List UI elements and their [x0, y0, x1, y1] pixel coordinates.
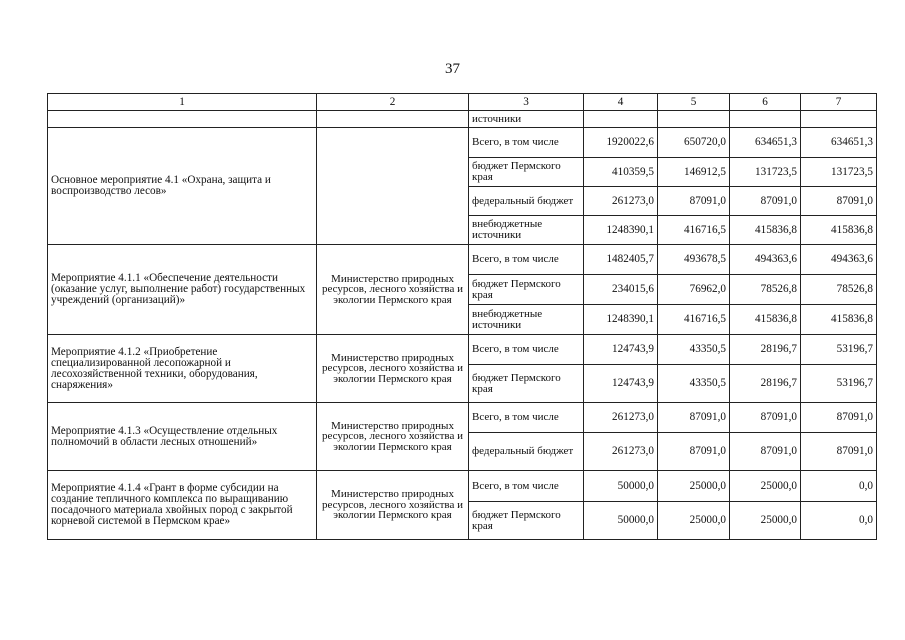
value-cell: 415836,8	[801, 216, 877, 245]
table-row	[48, 245, 877, 275]
table-row	[48, 471, 877, 502]
executor-cell: Министерство природных ресурсов, лесного хозяйства и экологии Пермского края	[317, 245, 469, 335]
column-header: 3	[469, 94, 584, 111]
value-cell: 50000,0	[584, 502, 658, 540]
activity-cell	[48, 111, 317, 128]
table-row	[48, 403, 877, 433]
budget-table	[47, 93, 877, 540]
activity-cell: Мероприятие 4.1.1 «Обеспечение деятельности (оказание услуг, выполнение работ) государственных учреждений (организаций)»	[48, 245, 317, 335]
value-cell: 1920022,6	[584, 128, 658, 158]
column-header: 4	[584, 94, 658, 111]
value-cell: 124743,9	[584, 335, 658, 365]
source-cell: Всего, в том числе	[469, 128, 584, 158]
activity-cell: Мероприятие 4.1.4 «Грант в форме субсидии на создание тепличного комплекса по выращиванию посадочного материала хвойных пород с закрытой корневой системой в Пермском крае»	[48, 471, 317, 540]
source-cell: федеральный бюджет	[469, 433, 584, 471]
table-row	[48, 335, 877, 365]
value-cell: 87091,0	[730, 403, 801, 433]
value-cell: 261273,0	[584, 187, 658, 216]
value-cell: 87091,0	[730, 187, 801, 216]
source-cell: внебюджетные источники	[469, 305, 584, 335]
source-cell: федеральный бюджет	[469, 187, 584, 216]
value-cell	[730, 111, 801, 128]
source-cell: внебюджетные источники	[469, 216, 584, 245]
value-cell	[801, 111, 877, 128]
page-number: 37	[445, 61, 460, 77]
value-cell: 410359,5	[584, 158, 658, 187]
value-cell: 0,0	[801, 502, 877, 540]
value-cell: 234015,6	[584, 275, 658, 305]
value-cell: 494363,6	[730, 245, 801, 275]
value-cell: 146912,5	[658, 158, 730, 187]
value-cell: 76962,0	[658, 275, 730, 305]
source-cell: бюджет Пермского края	[469, 158, 584, 187]
column-header: 6	[730, 94, 801, 111]
executor-cell: Министерство природных ресурсов, лесного хозяйства и экологии Пермского края	[317, 471, 469, 540]
column-header: 5	[658, 94, 730, 111]
value-cell: 416716,5	[658, 305, 730, 335]
value-cell: 87091,0	[658, 403, 730, 433]
value-cell: 261273,0	[584, 433, 658, 471]
value-cell: 261273,0	[584, 403, 658, 433]
activity-cell: Мероприятие 4.1.2 «Приобретение специализированной лесопожарной и лесохозяйственной техники, оборудования, снаряжения»	[48, 335, 317, 403]
value-cell: 415836,8	[730, 216, 801, 245]
value-cell: 131723,5	[801, 158, 877, 187]
value-cell: 87091,0	[730, 433, 801, 471]
value-cell: 87091,0	[801, 403, 877, 433]
value-cell: 1248390,1	[584, 305, 658, 335]
value-cell: 50000,0	[584, 471, 658, 502]
value-cell: 494363,6	[801, 245, 877, 275]
value-cell: 0,0	[801, 471, 877, 502]
value-cell: 28196,7	[730, 335, 801, 365]
activity-cell: Основное мероприятие 4.1 «Охрана, защита и воспроизводство лесов»	[48, 128, 317, 245]
value-cell	[658, 111, 730, 128]
value-cell: 43350,5	[658, 365, 730, 403]
value-cell: 634651,3	[730, 128, 801, 158]
value-cell: 87091,0	[658, 433, 730, 471]
source-cell: Всего, в том числе	[469, 403, 584, 433]
value-cell: 28196,7	[730, 365, 801, 403]
value-cell: 415836,8	[801, 305, 877, 335]
value-cell: 43350,5	[658, 335, 730, 365]
source-cell: бюджет Пермского края	[469, 502, 584, 540]
source-cell: бюджет Пермского края	[469, 275, 584, 305]
value-cell: 493678,5	[658, 245, 730, 275]
source-cell: Всего, в том числе	[469, 335, 584, 365]
source-cell: бюджет Пермского края	[469, 365, 584, 403]
activity-cell: Мероприятие 4.1.3 «Осуществление отдельных полномочий в области лесных отношений»	[48, 403, 317, 471]
value-cell	[584, 111, 658, 128]
value-cell: 416716,5	[658, 216, 730, 245]
value-cell: 25000,0	[730, 502, 801, 540]
value-cell: 25000,0	[730, 471, 801, 502]
value-cell: 131723,5	[730, 158, 801, 187]
value-cell: 1248390,1	[584, 216, 658, 245]
value-cell: 87091,0	[658, 187, 730, 216]
value-cell: 634651,3	[801, 128, 877, 158]
column-header: 7	[801, 94, 877, 111]
continuation-row	[48, 111, 877, 128]
value-cell: 87091,0	[801, 187, 877, 216]
column-header: 2	[317, 94, 469, 111]
value-cell: 53196,7	[801, 335, 877, 365]
source-cell: Всего, в том числе	[469, 245, 584, 275]
executor-cell: Министерство природных ресурсов, лесного хозяйства и экологии Пермского края	[317, 335, 469, 403]
value-cell: 25000,0	[658, 471, 730, 502]
column-number-row	[48, 94, 877, 111]
value-cell: 1482405,7	[584, 245, 658, 275]
executor-cell: Министерство природных ресурсов, лесного хозяйства и экологии Пермского края	[317, 403, 469, 471]
value-cell: 25000,0	[658, 502, 730, 540]
value-cell: 415836,8	[730, 305, 801, 335]
value-cell: 124743,9	[584, 365, 658, 403]
source-cell: источники	[469, 111, 584, 128]
source-cell: Всего, в том числе	[469, 471, 584, 502]
value-cell: 650720,0	[658, 128, 730, 158]
value-cell: 78526,8	[730, 275, 801, 305]
value-cell: 87091,0	[801, 433, 877, 471]
executor-cell	[317, 111, 469, 128]
executor-cell	[317, 128, 469, 245]
table-row	[48, 128, 877, 158]
value-cell: 53196,7	[801, 365, 877, 403]
column-header: 1	[48, 94, 317, 111]
value-cell: 78526,8	[801, 275, 877, 305]
